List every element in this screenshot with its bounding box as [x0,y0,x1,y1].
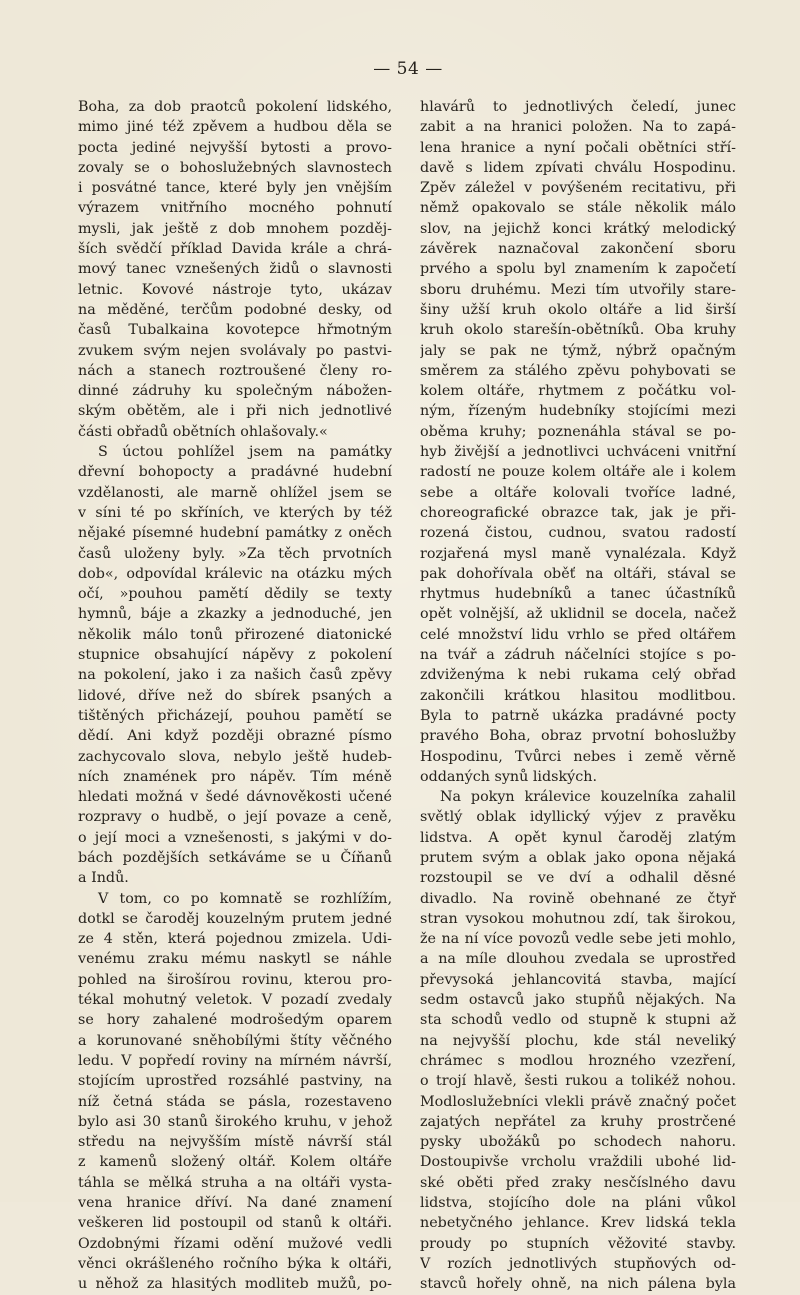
text-line: nebetyčného jehlance. Krev lidská tekla [420,1215,736,1232]
text-line: zabit a na hranici položen. Na to zapá- [420,119,736,136]
text-line: V tom, co po komnatě se rozhlížím, [98,890,392,907]
text-line: prvého a spolu byl znamením k započetí [420,261,736,278]
text-line: němž opakovalo se stále několik málo [420,200,736,217]
text-line: ších svědčí příklad Davida krále a chrá- [78,241,392,258]
text-line: z kamenů složený oltář. Kolem oltáře [78,1154,392,1171]
text-line: celé množství lidu vrhlo se před oltářem [420,626,736,643]
text-line: nách a stanech roztroušené členy ro- [78,362,392,379]
text-line: lidstva. A opět kynul čaroděj zlatým [420,829,736,846]
text-line: a Indů. [78,870,129,887]
text-line: tištěných přicházejí, pouhou pamětí se [78,707,392,724]
text-line: stran vysokou mohutnou zdí, tak širokou, [420,910,736,927]
text-line: hymnů, báje a zkazky a jednoduché, jen [78,606,392,623]
text-line: Ozdobnými řízami odění mužové vedli [78,1235,392,1252]
text-line: rhytmus hudebníků a tanec účastníků [420,586,736,603]
text-line: chrámec s modlou hrozného vzezření, [420,1052,736,1069]
text-line: prutem svým a oblak jako opona nějaká [420,849,736,866]
text-line: rozená čistou, cudnou, svatou radostí [420,525,736,542]
text-line: sboru druhému. Mezi tím utvořily stare- [420,281,736,298]
text-line: sta schodů vedlo od stupně k stupni až [420,1012,736,1029]
text-line: sedm ostavců jako stupňů nějakých. Na [420,992,736,1009]
text-line: nějaké písemné hudební památky z oněch [78,525,392,542]
text-line: bylo asi 30 stanů širokého kruhu, v jehož [78,1113,392,1130]
text-line: zakončili krátkou hlasitou modlitbou. [420,687,736,704]
text-line: pysky ubožáků po schodech nahoru. [420,1134,736,1151]
text-line: o trojí hlavě, šesti rukou a tolikéž nohou. [420,1073,736,1090]
text-line: několik málo tonů přirozené diatonické [78,626,392,643]
text-line: ným, řízeným hudebníky stojícími mezi [420,403,736,420]
text-line: ních znamének pro nápěv. Tím méně [78,768,392,785]
text-line: na nejvyšší plochu, kde stál neveliký [420,1032,736,1049]
text-line: zovaly se o bohoslužebných slavnostech [78,159,392,176]
text-line: že na ní více povozů vedle sebe jeti mohlo, [420,931,736,948]
text-line: středu na nejvyšším místě návrší stál [78,1134,392,1151]
text-line: lena hranice a nyní počali obětníci stří- [420,139,736,156]
text-line: mový tanec vznešených židů o slavnosti [78,261,392,278]
text-line: Modloslužebníci vlekli právě značný počet [420,1093,736,1110]
text-line: proudy po stupních věžovité stavby. [420,1235,736,1252]
text-line: dotkl se čaroděj kouzelným prutem jedné [78,910,392,927]
text-line: kruh okolo starešín-obětníků. Oba kruhy [420,322,736,339]
text-line: na měděné, terčům podobné desky, od [78,301,392,318]
text-line: zachycovalo slova, nebylo ještě hudeb- [78,748,392,765]
text-line: radostí ne pouze kolem oltáře ale i kolem [420,464,736,481]
text-line: Na pokyn králevice kouzelníka zahalil [440,789,736,806]
text-line: i posvátné tance, které byly jen vnějším [78,180,392,197]
text-line: lidstva, stojícího dole na pláni vůkol [420,1195,736,1212]
text-line: šiny užší kruh okolo oltáře a lid širší [420,301,736,318]
text-line: oběma kruhy; poznenáhla stával se po- [420,423,736,440]
text-line: sebe a oltáře kolovali tvoříce ladné, [420,484,736,501]
text-line: směrem za stálého zpěvu pohybovati se [420,362,736,379]
text-line: stavců hořely ohně, na nich pálena byla [420,1276,736,1293]
text-line: očí, »pouhou pamětí dědily se texty [78,586,392,603]
text-line: věnci okrášleného ročního býka k oltáři, [78,1255,392,1272]
text-line: hledati možná v šedé dávnověkosti učené [78,789,392,806]
text-line: opět volnější, až uklidnil se docela, načež [420,606,736,623]
text-line: časů uloženy byly. »Za těch prvotních [78,545,392,562]
text-line: stojícím uprostřed rozsáhlé pastviny, na [78,1073,392,1090]
text-line: Hospodinu, Tvůrci nebes i země věrně [420,748,736,765]
text-line: vzdělanosti, ale marně ohlížel jsem se [78,484,392,501]
text-line: vena hranice dříví. Na dané znamení [78,1195,392,1212]
text-line: v síni té po skříních, ve kterých by též [78,504,392,521]
text-line: o její moci a vznešenosti, s jakými v do- [78,829,392,846]
text-line: pocta jediné nejvyšší bytosti a provo- [78,139,392,156]
text-line: ským obětěm, ale i při nich jednotlivé [78,403,392,420]
text-line: stupnice obsahující nápěvy z pokolení [78,647,392,664]
text-line: slov, na jejichž konci krátký melodický [420,220,736,237]
text-line: pak dohořívala oběť na oltáři, stával se [420,565,736,582]
text-line: se hory zahalené modrošedým oparem [78,1012,392,1029]
page-number: — 54 — [373,59,443,79]
text-line: na tvář a zádruh náčelníci stojíce s po- [420,647,736,664]
text-line: choreografické obrazce tak, jak je při- [420,504,736,521]
text-line: hyb živější a jednotlivci uchváceni vnitřní [420,444,736,461]
text-line: oddaných synů lidských. [420,768,597,785]
text-line: kolem oltáře, rhytmem z počátku vol- [420,383,736,400]
text-line: rozjařená mysl maně vynalézala. Když [420,545,736,562]
text-line: dinné zádruhy ku společným nábožen- [78,383,392,400]
text-line: světlý oblak idyllický výjev z pravěku [420,809,736,826]
text-line: pravého Boha, obraz prvotní bohoslužby [420,728,736,745]
text-line: na pokolení, jako i za našich časů zpěvy [78,667,392,684]
text-line: závěrek naznačoval zakončení sboru [420,241,736,258]
text-line: níž četná stáda se pásla, rozestaveno [78,1093,392,1110]
text-line: části obřadů obětních ohlašovaly.« [78,423,328,440]
text-line: ské oběti před zraky nesčíslného davu [420,1174,736,1191]
text-line: venému zraku mému naskytl se náhle [78,951,392,968]
text-line: zvukem svým nejen svolávaly po pastvi- [78,342,392,359]
text-line: Zpěv záležel v povýšeném recitativu, při [420,180,736,197]
text-column-left [78,97,392,1295]
text-line: táhla se mělká struha a na oltáři vysta- [78,1174,392,1191]
text-line: tékal mohutný veletok. V pozadí zvedaly [78,992,392,1009]
text-line: hlavárů to jednotlivých čeledí, junec [420,99,736,115]
text-line: rozpravy o hudbě, o její povaze a ceně, [78,809,392,826]
text-line: a na míle dlouhou zvedala se uprostřed [420,951,736,968]
text-line: Dostoupivše vrcholu vraždili ubohé lid- [420,1154,736,1171]
text-line: veškeren lid postoupil od stanů k oltáři. [78,1215,392,1232]
text-line: a korunované sněhobílými štíty věčného [78,1032,392,1049]
text-line: Boha, za dob praotců pokolení lidského, [78,99,392,115]
text-line: V rozích jednotlivých stupňových od- [420,1255,736,1272]
text-line: divadlo. Na rovině obehnané ze čtyř [420,890,736,907]
text-line: jaly se pak ne týmž, nýbrž opačným [420,342,736,359]
text-line: letnic. Kovové nástroje tyto, ukázav [78,281,392,298]
text-line: Byla to patrně ukázka pradávné pocty [420,707,736,724]
text-line: davě s lidem zpívati chválu Hospodinu. [420,159,736,176]
text-line: bách pozdějších setkáváme se u Číňanů [78,849,392,866]
text-column-right [420,97,736,1295]
text-line: dob«, odpovídal králevic na otázku mých [78,565,392,582]
text-line: ledu. V popředí roviny na mírném návrší, [78,1052,392,1069]
text-line: časů Tubalkaina kovotepce hřmotným [78,322,392,339]
text-line: zajatých nepřátel za kruhy prostrčené [420,1113,736,1130]
text-line: lidové, dříve než do sbírek psaných a [78,687,392,704]
text-line: S úctou pohlížel jsem na památky [98,444,392,461]
text-line: pohled na širošírou rovinu, kterou pro- [78,971,392,988]
text-line: dřevní bohopocty a pradávné hudební [78,464,392,481]
text-line: převysoká jehlancovitá stavba, mající [420,971,736,988]
text-line: u něhož za hlasitých modliteb mužů, po- [78,1276,392,1293]
text-line: ze 4 stěn, která pojednou zmizela. Udi- [78,931,392,948]
text-line: výrazem vnitřního mocného pohnutí [78,200,392,217]
text-line: dědí. Ani když později obrazné písmo [78,728,392,745]
text-line: zdviženýma k nebi rukama celý obřad [420,667,736,684]
text-line: mysli, jak ještě z dob mnohem pozděj- [78,220,392,237]
text-line: mimo jiné též zpěvem a hudbou děla se [78,119,392,136]
text-line: rozstoupil se ve dví a odhalil děsné [420,870,736,887]
